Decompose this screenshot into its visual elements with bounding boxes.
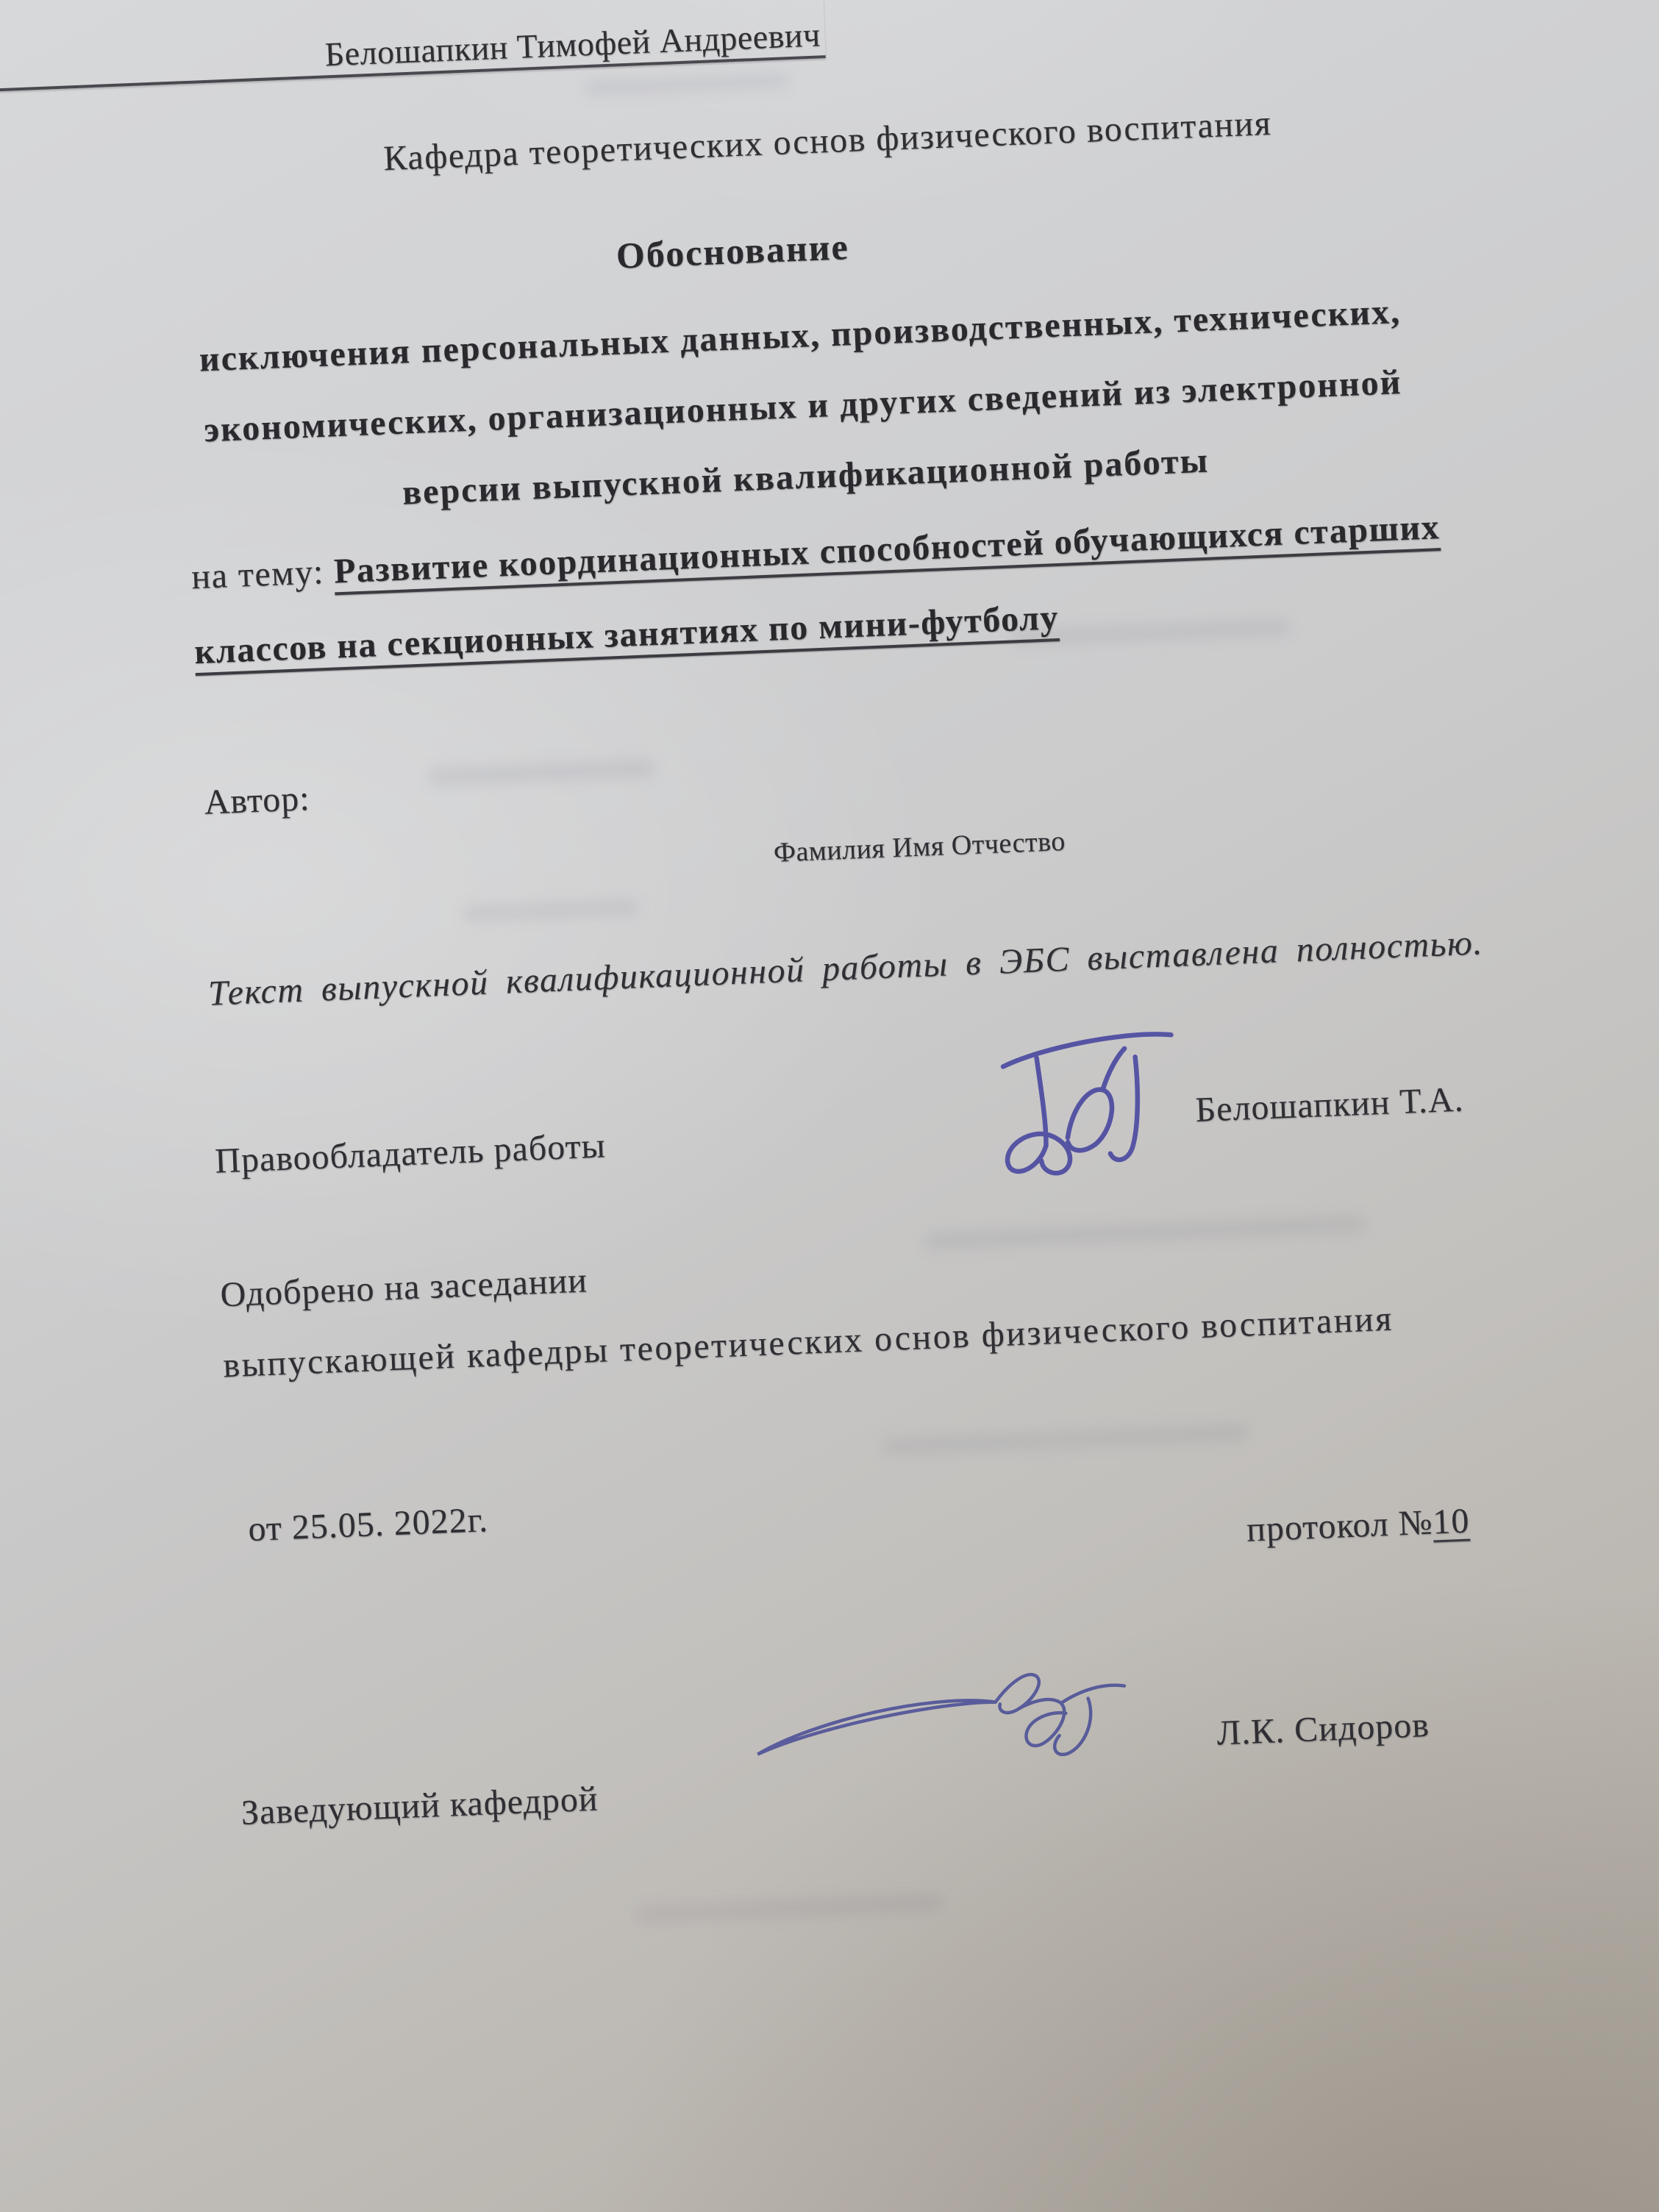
author-caption: Фамилия Имя Отчество	[773, 825, 1066, 868]
approval-line-1: Одобрено на заседании	[219, 1260, 588, 1315]
ink-bleed-artifact	[635, 1894, 944, 1924]
department-head-label: Заведующий кафедрой	[240, 1779, 599, 1833]
protocol-prefix: протокол №	[1246, 1502, 1434, 1549]
ink-bleed-artifact	[463, 899, 640, 922]
ebs-statement: Текст выпускной квалификационной работы в ЭБС выставлена полностью.	[207, 923, 1484, 1013]
topic-prefix: на тему:	[190, 552, 335, 597]
head-name: Л.К. Сидоров	[1216, 1705, 1430, 1753]
head-signature	[747, 1655, 1149, 1782]
protocol-line	[1246, 1501, 1470, 1550]
ink-bleed-artifact	[924, 1214, 1366, 1251]
rights-holder-label: Правообладатель работы	[214, 1126, 607, 1181]
department-line: Кафедра теоретических основ физического воспитания	[382, 103, 1273, 179]
ink-bleed-artifact	[427, 758, 656, 786]
topic-title: Развитие координационных способностей обучающихся старших классов на секционных занятиях по мини-футболу	[193, 507, 1441, 672]
author-signature	[990, 1014, 1184, 1198]
date-line: от 25.05. 2022г.	[247, 1500, 489, 1549]
ink-bleed-artifact	[881, 1423, 1249, 1455]
subject-paragraph-line: исключения персональных данных, производственных, технических,	[198, 291, 1402, 379]
subject-paragraph-line: экономических, организационных и других сведений из электронной	[203, 362, 1403, 450]
rights-holder-name: Белошапкин Т.А.	[1194, 1080, 1465, 1130]
protocol-number: 10	[1432, 1501, 1471, 1542]
ink-bleed-artifact	[584, 73, 791, 96]
approval-line-2: выпускающей кафедры теоретических основ физического воспитания	[222, 1299, 1394, 1385]
subject-paragraph-line: версии выпускной квалификационной работы	[402, 440, 1210, 513]
author-name: Белошапкин Тимофей Андреевич	[324, 15, 821, 74]
document-title: Обоснование	[615, 226, 850, 276]
author-label: Автор:	[203, 779, 311, 822]
